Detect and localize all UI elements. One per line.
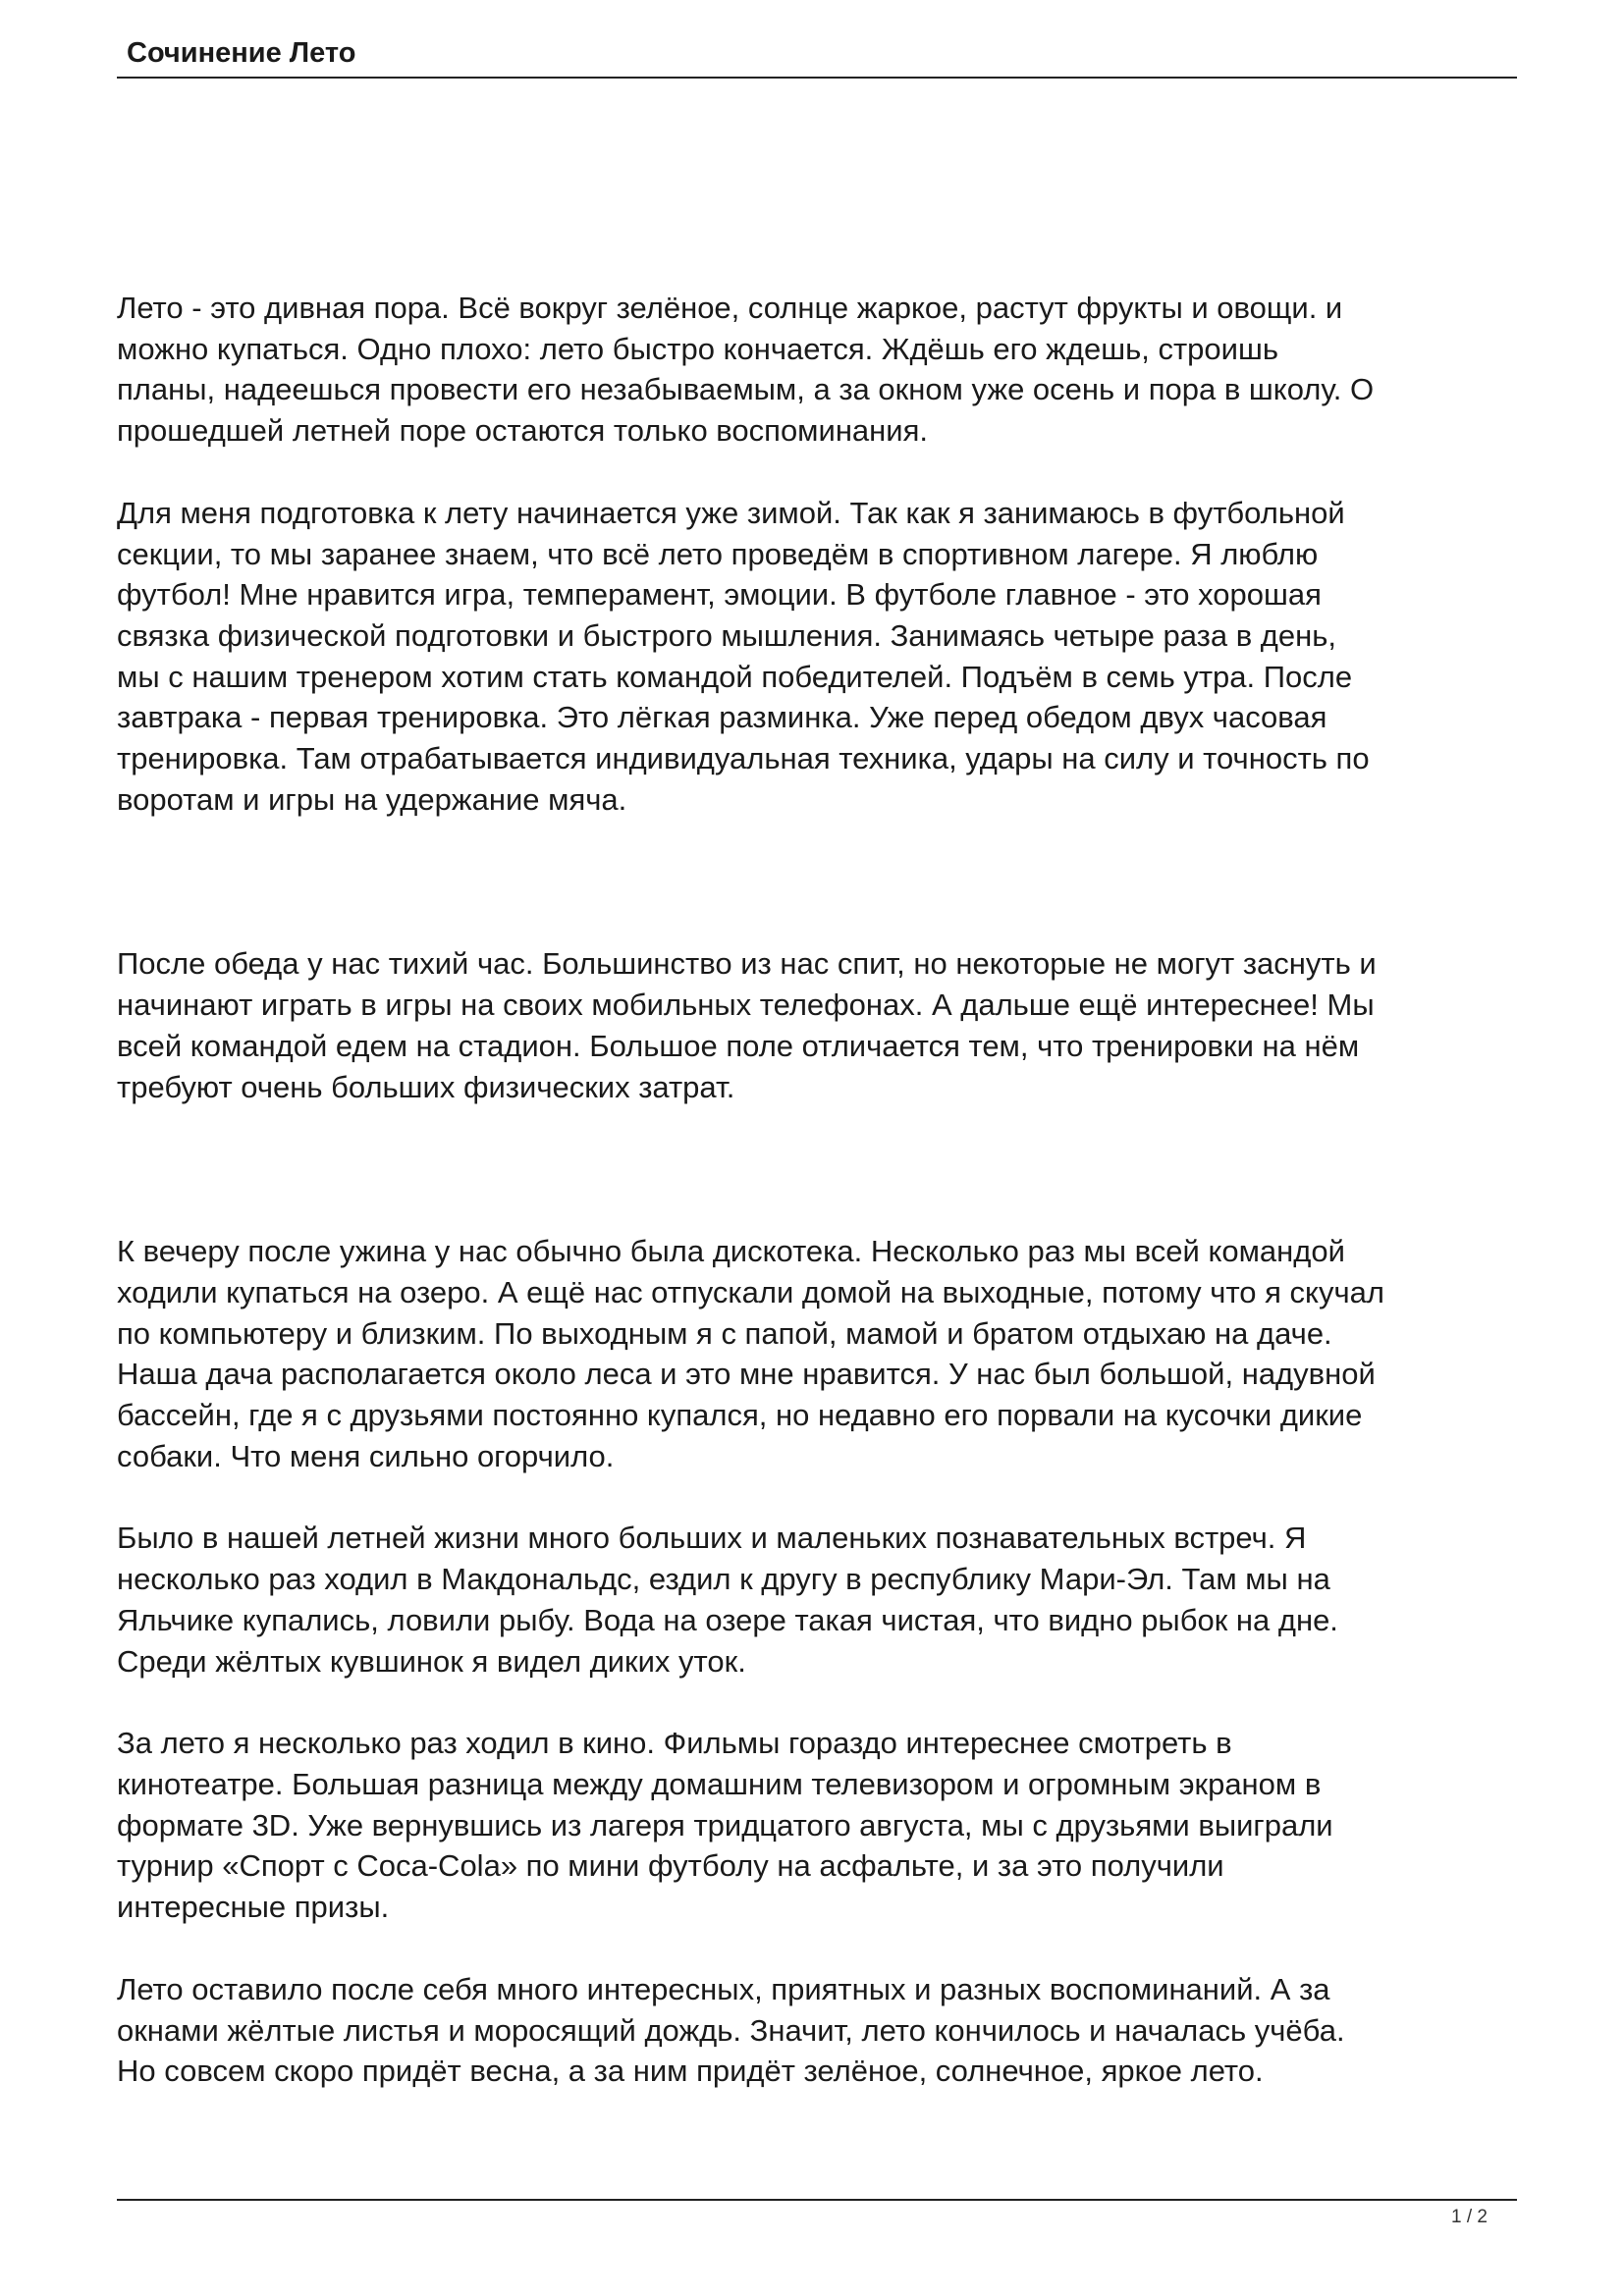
paragraph-spacer — [117, 1476, 1531, 1518]
page-title: Сочинение Лето — [127, 37, 356, 69]
paragraph-spacer — [117, 1107, 1531, 1231]
paragraph-trips: Было в нашей летней жизни много больших и маленьких познавательных встреч. Я несколько раз ходил в Макдональдс, ездил к другу в республику Мари-Эл. Там мы на Яльчике купались, ловили рыбу. Вода на озере такая чистая, что видно рыбок на дне. Среди жёлтых кувшинок я видел диких уток. — [117, 1521, 1338, 1679]
page-number: 1 / 2 — [1451, 2207, 1488, 2227]
paragraph-evening: К вечеру после ужина у нас обычно была дискотека. Несколько раз мы всей командой ходили купаться на озеро. А ещё нас отпускали домой на выходные, потому что я скучал по компьютеру и близким. По выходным я с папой, мамой и братом отдыхаю на даче. Наша дача располагается около леса и это мне нравится. У нас был большой, надувной бассейн, где я с друзьями постоянно купался, но недавно его порвали на кусочки дикие собаки. Что меня сильно огорчило. — [117, 1234, 1384, 1473]
article-body — [117, 288, 1531, 2092]
page-header — [117, 35, 1517, 79]
paragraph-spacer — [117, 452, 1531, 493]
paragraph-spacer — [117, 1682, 1531, 1723]
page-footer — [117, 2199, 1517, 2227]
paragraph-cinema: За лето я несколько раз ходил в кино. Фильмы гораздо интереснее смотреть в кинотеатре. Большая разница между домашним телевизором и огромным экраном в формате 3D. Уже вернувшись из лагеря тридцатого августа, мы с друзьями выиграли турнир «Спорт с Coca-Cola» по мини футболу на асфальте, и за это получили интересные призы. — [117, 1726, 1333, 1925]
paragraph-spacer — [117, 820, 1531, 943]
paragraph-afternoon: После обеда у нас тихий час. Большинство из нас спит, но некоторые не могут заснуть и начинают играть в игры на своих мобильных телефонах. А дальше ещё интереснее! Мы всей командой едем на стадион. Большое поле отличается тем, что тренировки на нём требуют очень больших физических затрат. — [117, 946, 1377, 1104]
paragraph-football: Для меня подготовка к лету начинается уже зимой. Так как я занимаюсь в футбольной секции, то мы заранее знаем, что всё лето проведём в спортивном лагере. Я люблю футбол! Мне нравится игра, темперамент, эмоции. В футболе главное - это хорошая связка физической подготовки и быстрого мышления. Занимаясь четыре раза в день, мы с нашим тренером хотим стать командой победителей. Подъём в семь утра. После завтрака - первая тренировка. Это лёгкая разминка. Уже перед обедом двух часовая тренировка. Там отрабатывается индивидуальная техника, удары на силу и точность по воротам и игры на удержание мяча. — [117, 495, 1370, 817]
paragraph-intro: Лето - это дивная пора. Всё вокруг зелёное, солнце жаркое, растут фрукты и овощи. и можно купаться. Одно плохо: лето быстро кончается. Ждёшь его ждешь, строишь планы, надеешься провести его незабываемым, а за окном уже осень и пора в школу. О прошедшей летней поре остаются только воспоминания. — [117, 291, 1375, 449]
paragraph-conclusion: Лето оставило после себя много интересных, приятных и разных воспоминаний. А за окнами жёлтые листья и моросящий дождь. Значит, лето кончилось и началась учёба. Но совсем скоро придёт весна, а за ним придёт зелёное, солнечное, яркое лето. — [117, 1971, 1345, 2089]
paragraph-spacer — [117, 1928, 1531, 1969]
